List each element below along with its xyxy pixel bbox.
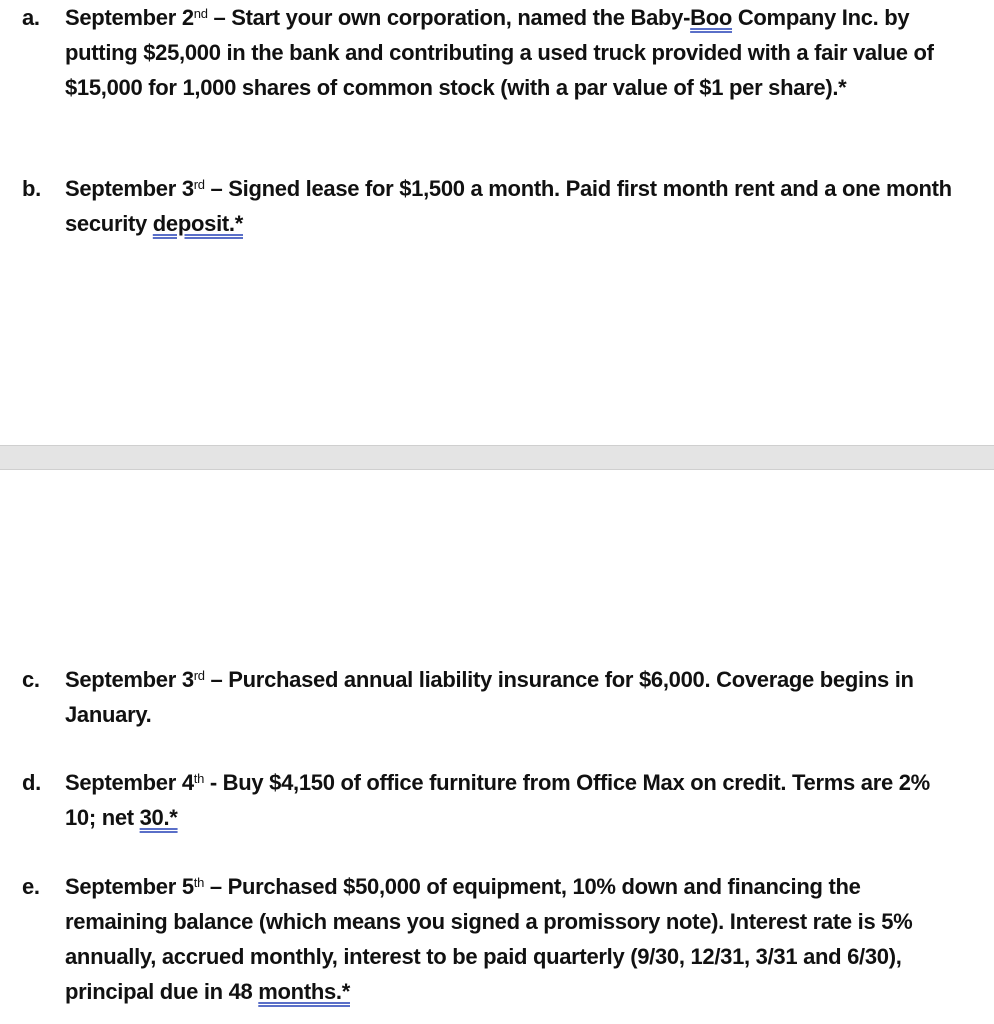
- document-page-top: [0, 0, 994, 445]
- item-text: September 5th – Purchased $50,000 of equipment, 10% down and financing the remaining balance (which means you signed a promissory note). Interest rate is 5% annually, accrued monthly, interest to be paid quarterly (9/30, 12/31, 3/31 and 6/30), principal due in 48 months.*: [65, 874, 913, 1004]
- list-item-e: [22, 869, 952, 1009]
- item-letter: e.: [22, 874, 40, 899]
- spellcheck-underline: Boo: [690, 5, 733, 30]
- item-text: September 3rd – Purchased annual liability insurance for $6,000. Coverage begins in January.: [65, 667, 914, 727]
- item-letter: b.: [22, 176, 41, 201]
- list-item-d: [22, 765, 952, 835]
- item-text: September 2nd – Start your own corporation, named the Baby-Boo Company Inc. by putting $25,000 in the bank and contributing a used truck provided with a fair value of $15,000 for 1,000 shares of common stock (with a par value of $1 per share).*: [65, 5, 934, 100]
- page-break: [0, 445, 994, 470]
- item-letter: a.: [22, 5, 40, 30]
- item-text: September 3rd – Signed lease for $1,500 a month. Paid first month rent and a one month security deposit.*: [65, 176, 952, 236]
- spellcheck-underline: deposit.*: [152, 211, 243, 236]
- item-letter: c.: [22, 667, 40, 692]
- list-item-a: [22, 0, 952, 105]
- item-text: September 4th - Buy $4,150 of office furniture from Office Max on credit. Terms are 2% 10; net 30.*: [65, 770, 930, 830]
- spellcheck-underline: months.*: [258, 979, 350, 1004]
- list-item-b: [22, 171, 952, 241]
- list-item-c: [22, 662, 952, 732]
- document-page-bottom: [0, 470, 994, 1024]
- item-letter: d.: [22, 770, 41, 795]
- spellcheck-underline: 30.*: [139, 805, 178, 830]
